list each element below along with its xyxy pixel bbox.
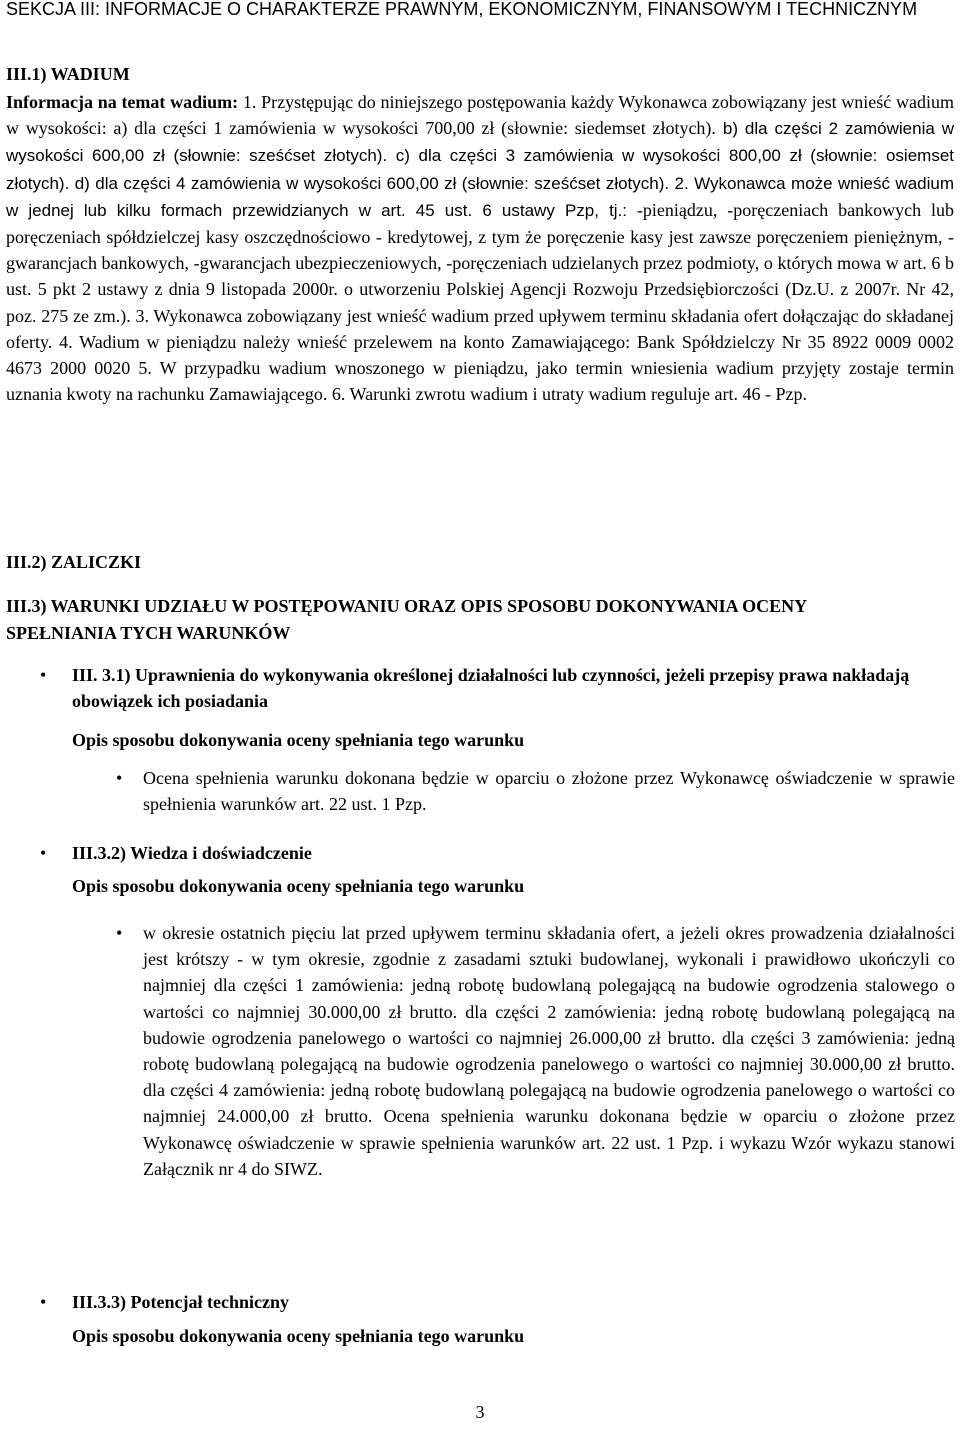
condition-heading-1: III. 3.1) Uprawnienia do wykonywania określonej działalności lub czynności, jeżeli przepisy prawa nakładają obowiązek ich posiadania [72, 665, 910, 711]
condition-description-2: w okresie ostatnich pięciu lat przed upływem terminu składania ofert, a jeżeli okres prowadzenia działalności jest krótszy - w tym okresie, zgodnie z zasadami sztuki budowlanej, wykonali i prawidłowo ukończyli co najmniej dla części 1 zamówienia: jedną robotę budowlaną polegającą na budowie ogrodzenia stalowego o wartości co najmniej 30.000,00 zł brutto. dla części 2 zamówienia: jedną robotę budowlaną polegającą na budowie ogrodzenia panelowego o wartości co najmniej 26.000,00 zł brutto. dla części 3 zamówienia: jedną robotę budowlaną polegającą na budowie ogrodzenia panelowego o wartości co najmniej 30.000,00 zł brutto. dla części 4 zamówienia: jedną robotę budowlaną polegającą na budowie ogrodzenia panelowego o wartości co najmniej 24.000,00 zł brutto. Ocena spełnienia warunku dokonana będzie w oparciu o złożone przez Wykonawcę oświadczenie w sprawie spełnienia warunków art. 22 ust. 1 Pzp. i wykazu Wzór wykazu stanowi Załącznik nr 4 do SIWZ. [143, 923, 955, 1179]
condition-heading-3: III.3.3) Potencjał techniczny [72, 1292, 289, 1312]
condition-heading-2: III.3.2) Wiedza i doświadczenie [72, 843, 312, 863]
bullet-icon: • [116, 768, 123, 788]
warunki-heading: III.3) WARUNKI UDZIAŁU W POSTĘPOWANIU ORAZ OPIS SPOSOBU DOKONYWANIA OCENY SPEŁNIANIA TYCH WARUNKÓW [6, 596, 807, 643]
assessment-heading-3: Opis sposobu dokonywania oceny spełniania tego warunku [72, 1326, 525, 1346]
wadium-text-part1: 1. Przystępując do niniejszego postępowania każdy Wykonawca zobowiązany jest wnieść wadium w wysokości: a) dla części 1 zamówienia w wysokości 700,00 zł (słownie: siedemset złotych). [6, 92, 955, 139]
condition-description-1: Ocena spełnienia warunku dokonana będzie w oparciu o złożone przez Wykonawcę oświadczenie w sprawie spełnienia warunków art. 22 ust. 1 Pzp. [143, 768, 955, 815]
assessment-heading-1: Opis sposobu dokonywania oceny spełniania tego warunku [72, 730, 525, 750]
wadium-paragraph [6, 89, 954, 407]
bullet-icon: • [40, 843, 47, 863]
bullet-icon: • [40, 1292, 47, 1312]
bullet-icon: • [116, 923, 123, 943]
bullet-icon: • [40, 665, 47, 685]
wadium-heading: III.1) WADIUM [6, 64, 130, 84]
wadium-label: Informacja na temat wadium: [6, 92, 239, 112]
assessment-heading-2: Opis sposobu dokonywania oceny spełniania tego warunku [72, 876, 525, 896]
wadium-text-part3: -pieniądzu, -poręczeniach bankowych lub poręczeniach spółdzielczej kasy oszczędnościowo - kredytowej, z tym że poręczenie kasy jest zawsze poręczeniem pieniężnym, -gwarancjach bankowych, -gwarancjach ubezpieczeniowych, -poręczeniach udzielanych przez podmioty, o których mowa w art. 6 b ust. 5 pkt 2 ustawy z dnia 9 listopada 2000r. o utworzeniu Polskiej Agencji Rozwoju Przedsiębiorczości (Dz.U. z 2007r. Nr 42, poz. 275 ze zm.). 3. Wykonawca zobowiązany jest wnieść wadium przed upływem terminu składania ofert dołączając do składanej oferty. 4. Wadium w pieniądzu należy wnieść przelewem na konto Zamawiającego: Bank Spółdzielczy Nr 35 8922 0009 0002 4673 2000 0020 5. W przypadku wadium wnoszonego w pieniądzu, jako termin wniesienia wadium przyjęty zostaje termin uznania kwoty na rachunku Zamawiającego. 6. Warunki zwrotu wadium i utraty wadium reguluje art. 46 - Pzp. [6, 199, 954, 405]
zaliczki-heading: III.2) ZALICZKI [6, 552, 142, 572]
wadium-text-part2: b) dla części 2 zamówienia w wysokości 600,00 zł (słownie: sześćset złotych). c) dla części 3 zamówienia w wysokości 800,00 zł (słownie: osiemset złotych). d) dla części 4 zamówienia w wysokości 600,00 zł (słownie: sześćset złotych). 2. Wykonawca może wnieść wadium w jednej lub kilku formach przewidzianych w art. 45 ust. 6 ustawy Pzp, tj.: [6, 119, 955, 220]
page-number: 3 [475, 1402, 485, 1422]
section-title: SEKCJA III: INFORMACJE O CHARAKTERZE PRAWNYM, EKONOMICZNYM, FINANSOWYM I TECHNICZNYM [6, 0, 918, 19]
